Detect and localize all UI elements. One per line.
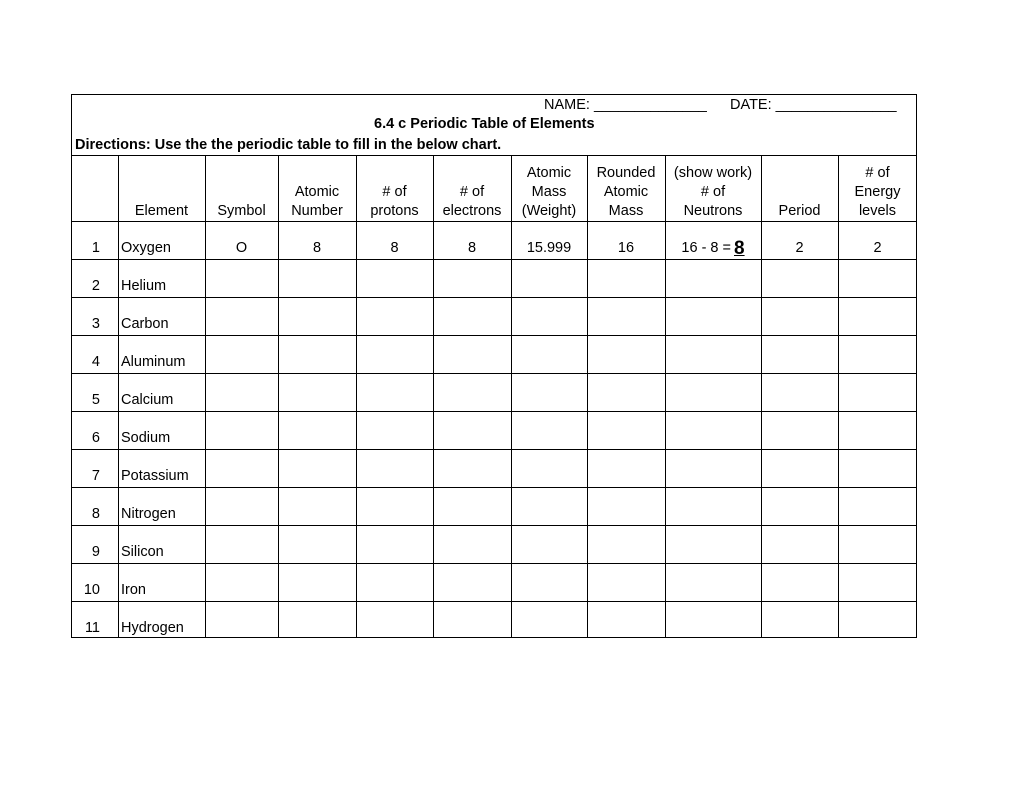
blank-answer-cell[interactable] — [761, 487, 838, 525]
element-name: Helium — [121, 278, 167, 294]
row-number: 8 — [91, 506, 100, 522]
element-name: Hydrogen — [121, 620, 184, 636]
blank-answer-cell[interactable] — [433, 297, 511, 335]
blank-answer-cell[interactable] — [511, 601, 587, 639]
blank-answer-cell[interactable] — [665, 525, 761, 563]
blank-answer-cell[interactable] — [278, 373, 356, 411]
blank-answer-cell[interactable] — [587, 297, 665, 335]
blank-answer-cell[interactable] — [761, 563, 838, 601]
row-number: 7 — [91, 468, 100, 484]
blank-answer-cell[interactable] — [587, 525, 665, 563]
period-cell: 2 — [795, 240, 804, 256]
symbol-cell: O — [235, 240, 248, 256]
row-number: 2 — [91, 278, 100, 294]
blank-answer-cell[interactable] — [356, 411, 433, 449]
column-header-line: Atomic — [294, 184, 340, 200]
blank-answer-cell[interactable] — [587, 259, 665, 297]
blank-answer-cell[interactable] — [587, 487, 665, 525]
blank-answer-cell[interactable] — [587, 601, 665, 639]
blank-answer-cell[interactable] — [761, 525, 838, 563]
name-label: NAME: ______________ — [544, 97, 707, 113]
blank-answer-cell[interactable] — [278, 449, 356, 487]
blank-answer-cell[interactable] — [761, 411, 838, 449]
protons-cell: 8 — [390, 240, 399, 256]
column-header-line: # of — [382, 184, 407, 200]
element-name: Potassium — [121, 468, 189, 484]
blank-answer-cell[interactable] — [278, 411, 356, 449]
column-header-line: Mass — [531, 184, 567, 200]
directions-text: Directions: Use the the periodic table to fill in the below chart. — [75, 137, 502, 153]
worksheet-table — [71, 94, 917, 638]
blank-answer-cell[interactable] — [205, 563, 278, 601]
column-header-line: (show work) — [673, 165, 753, 181]
column-header — [838, 156, 917, 222]
electrons-cell: 8 — [467, 240, 477, 256]
blank-answer-cell[interactable] — [433, 525, 511, 563]
column-header-line: Energy — [854, 184, 901, 200]
blank-answer-cell[interactable] — [761, 373, 838, 411]
column-header-line: Symbol — [217, 203, 266, 219]
row-number: 9 — [91, 544, 100, 560]
blank-answer-cell[interactable] — [761, 449, 838, 487]
element-name: Iron — [121, 582, 146, 598]
blank-answer-cell[interactable] — [205, 449, 278, 487]
element-name: Calcium — [121, 392, 174, 408]
blank-answer-cell[interactable] — [838, 449, 917, 487]
blank-answer-cell[interactable] — [278, 297, 356, 335]
blank-answer-cell[interactable] — [587, 563, 665, 601]
blank-answer-cell[interactable] — [511, 449, 587, 487]
element-name: Carbon — [121, 316, 169, 332]
blank-answer-cell[interactable] — [511, 335, 587, 373]
blank-answer-cell[interactable] — [587, 411, 665, 449]
atomic-number-cell: 8 — [312, 240, 322, 256]
blank-answer-cell[interactable] — [511, 373, 587, 411]
column-header — [587, 156, 665, 222]
blank-answer-cell[interactable] — [665, 259, 761, 297]
blank-answer-cell[interactable] — [838, 411, 917, 449]
blank-answer-cell[interactable] — [205, 259, 278, 297]
blank-answer-cell[interactable] — [205, 601, 278, 639]
blank-answer-cell[interactable] — [433, 449, 511, 487]
blank-answer-cell[interactable] — [511, 259, 587, 297]
blank-answer-cell[interactable] — [511, 411, 587, 449]
blank-answer-cell[interactable] — [838, 601, 917, 639]
blank-answer-cell[interactable] — [511, 487, 587, 525]
blank-answer-cell[interactable] — [278, 259, 356, 297]
blank-answer-cell[interactable] — [433, 259, 511, 297]
blank-answer-cell[interactable] — [356, 335, 433, 373]
column-header-line: Element — [134, 203, 189, 219]
blank-answer-cell[interactable] — [205, 335, 278, 373]
blank-answer-cell[interactable] — [511, 563, 587, 601]
blank-answer-cell[interactable] — [356, 297, 433, 335]
column-header — [511, 156, 587, 222]
blank-answer-cell[interactable] — [838, 563, 917, 601]
blank-answer-cell[interactable] — [838, 487, 917, 525]
row-number: 6 — [91, 430, 100, 446]
element-name: Oxygen — [121, 240, 171, 256]
column-header-line: Neutrons — [683, 203, 743, 219]
column-header-line: (Weight) — [521, 203, 577, 219]
column-header-line: Mass — [608, 203, 644, 219]
blank-answer-cell[interactable] — [278, 563, 356, 601]
blank-answer-cell[interactable] — [761, 259, 838, 297]
blank-answer-cell[interactable] — [433, 335, 511, 373]
row-number: 1 — [91, 240, 100, 256]
blank-answer-cell[interactable] — [838, 373, 917, 411]
blank-answer-cell[interactable] — [511, 297, 587, 335]
blank-answer-cell[interactable] — [665, 601, 761, 639]
blank-answer-cell[interactable] — [278, 487, 356, 525]
column-header — [433, 156, 511, 222]
blank-answer-cell[interactable] — [665, 373, 761, 411]
column-header — [205, 156, 278, 222]
column-header-line: Rounded — [596, 165, 656, 181]
blank-answer-cell[interactable] — [587, 449, 665, 487]
blank-answer-cell[interactable] — [433, 411, 511, 449]
blank-answer-cell[interactable] — [205, 525, 278, 563]
element-name: Nitrogen — [121, 506, 176, 522]
column-header-line: # of — [700, 184, 726, 200]
blank-answer-cell[interactable] — [587, 335, 665, 373]
column-header — [761, 156, 838, 222]
blank-answer-cell[interactable] — [665, 487, 761, 525]
blank-answer-cell[interactable] — [838, 525, 917, 563]
blank-answer-cell[interactable] — [356, 601, 433, 639]
column-header-line: electrons — [442, 203, 502, 219]
column-header-line: levels — [858, 203, 897, 219]
blank-answer-cell[interactable] — [278, 525, 356, 563]
column-header-line: # of — [865, 165, 890, 181]
element-name: Sodium — [121, 430, 171, 446]
blank-answer-cell[interactable] — [356, 373, 433, 411]
rounded-mass-cell: 16 — [617, 240, 635, 256]
element-name: Silicon — [121, 544, 164, 560]
blank-answer-cell[interactable] — [665, 297, 761, 335]
column-header — [278, 156, 356, 222]
column-header-line: # of — [459, 184, 485, 200]
blank-answer-cell[interactable] — [665, 449, 761, 487]
blank-answer-cell[interactable] — [587, 373, 665, 411]
neutrons-answer: 8 — [734, 238, 745, 259]
blank-answer-cell[interactable] — [278, 601, 356, 639]
atomic-mass-cell: 15.999 — [526, 240, 572, 256]
blank-answer-cell[interactable] — [838, 297, 917, 335]
element-name: Aluminum — [121, 354, 186, 370]
blank-answer-cell[interactable] — [205, 487, 278, 525]
blank-answer-cell[interactable] — [838, 259, 917, 297]
blank-answer-cell[interactable] — [356, 525, 433, 563]
column-header — [356, 156, 433, 222]
column-header — [118, 156, 205, 222]
blank-answer-cell[interactable] — [665, 335, 761, 373]
worksheet-title: 6.4 c Periodic Table of Elements — [374, 116, 595, 132]
blank-answer-cell[interactable] — [205, 297, 278, 335]
blank-answer-cell[interactable] — [761, 335, 838, 373]
date-label: DATE: _______________ — [730, 97, 897, 113]
column-header-line: protons — [370, 203, 419, 219]
blank-answer-cell[interactable] — [356, 449, 433, 487]
blank-answer-cell[interactable] — [433, 563, 511, 601]
column-header-line: Atomic — [526, 165, 572, 181]
energy-levels-cell: 2 — [873, 240, 882, 256]
blank-answer-cell[interactable] — [205, 411, 278, 449]
neutrons-cell — [665, 221, 761, 259]
blank-answer-cell[interactable] — [356, 563, 433, 601]
row-number: 4 — [91, 354, 100, 370]
row-number: 11 — [84, 620, 100, 636]
blank-answer-cell[interactable] — [356, 259, 433, 297]
column-header-line: Period — [778, 203, 821, 219]
blank-answer-cell[interactable] — [665, 411, 761, 449]
blank-answer-cell[interactable] — [511, 525, 587, 563]
neutrons-work: 16 - 8 = — [681, 240, 731, 256]
blank-answer-cell[interactable] — [433, 601, 511, 639]
blank-answer-cell[interactable] — [838, 335, 917, 373]
blank-answer-cell[interactable] — [205, 373, 278, 411]
blank-answer-cell[interactable] — [278, 335, 356, 373]
blank-answer-cell[interactable] — [356, 487, 433, 525]
blank-answer-cell[interactable] — [433, 373, 511, 411]
column-header-line: Atomic — [603, 184, 649, 200]
blank-answer-cell[interactable] — [761, 601, 838, 639]
column-header — [665, 156, 761, 222]
row-number: 10 — [83, 582, 100, 598]
blank-answer-cell[interactable] — [761, 297, 838, 335]
column-header-line: Number — [291, 203, 343, 219]
blank-answer-cell[interactable] — [433, 487, 511, 525]
row-number: 3 — [91, 316, 100, 332]
blank-answer-cell[interactable] — [665, 563, 761, 601]
row-number: 5 — [91, 392, 100, 408]
